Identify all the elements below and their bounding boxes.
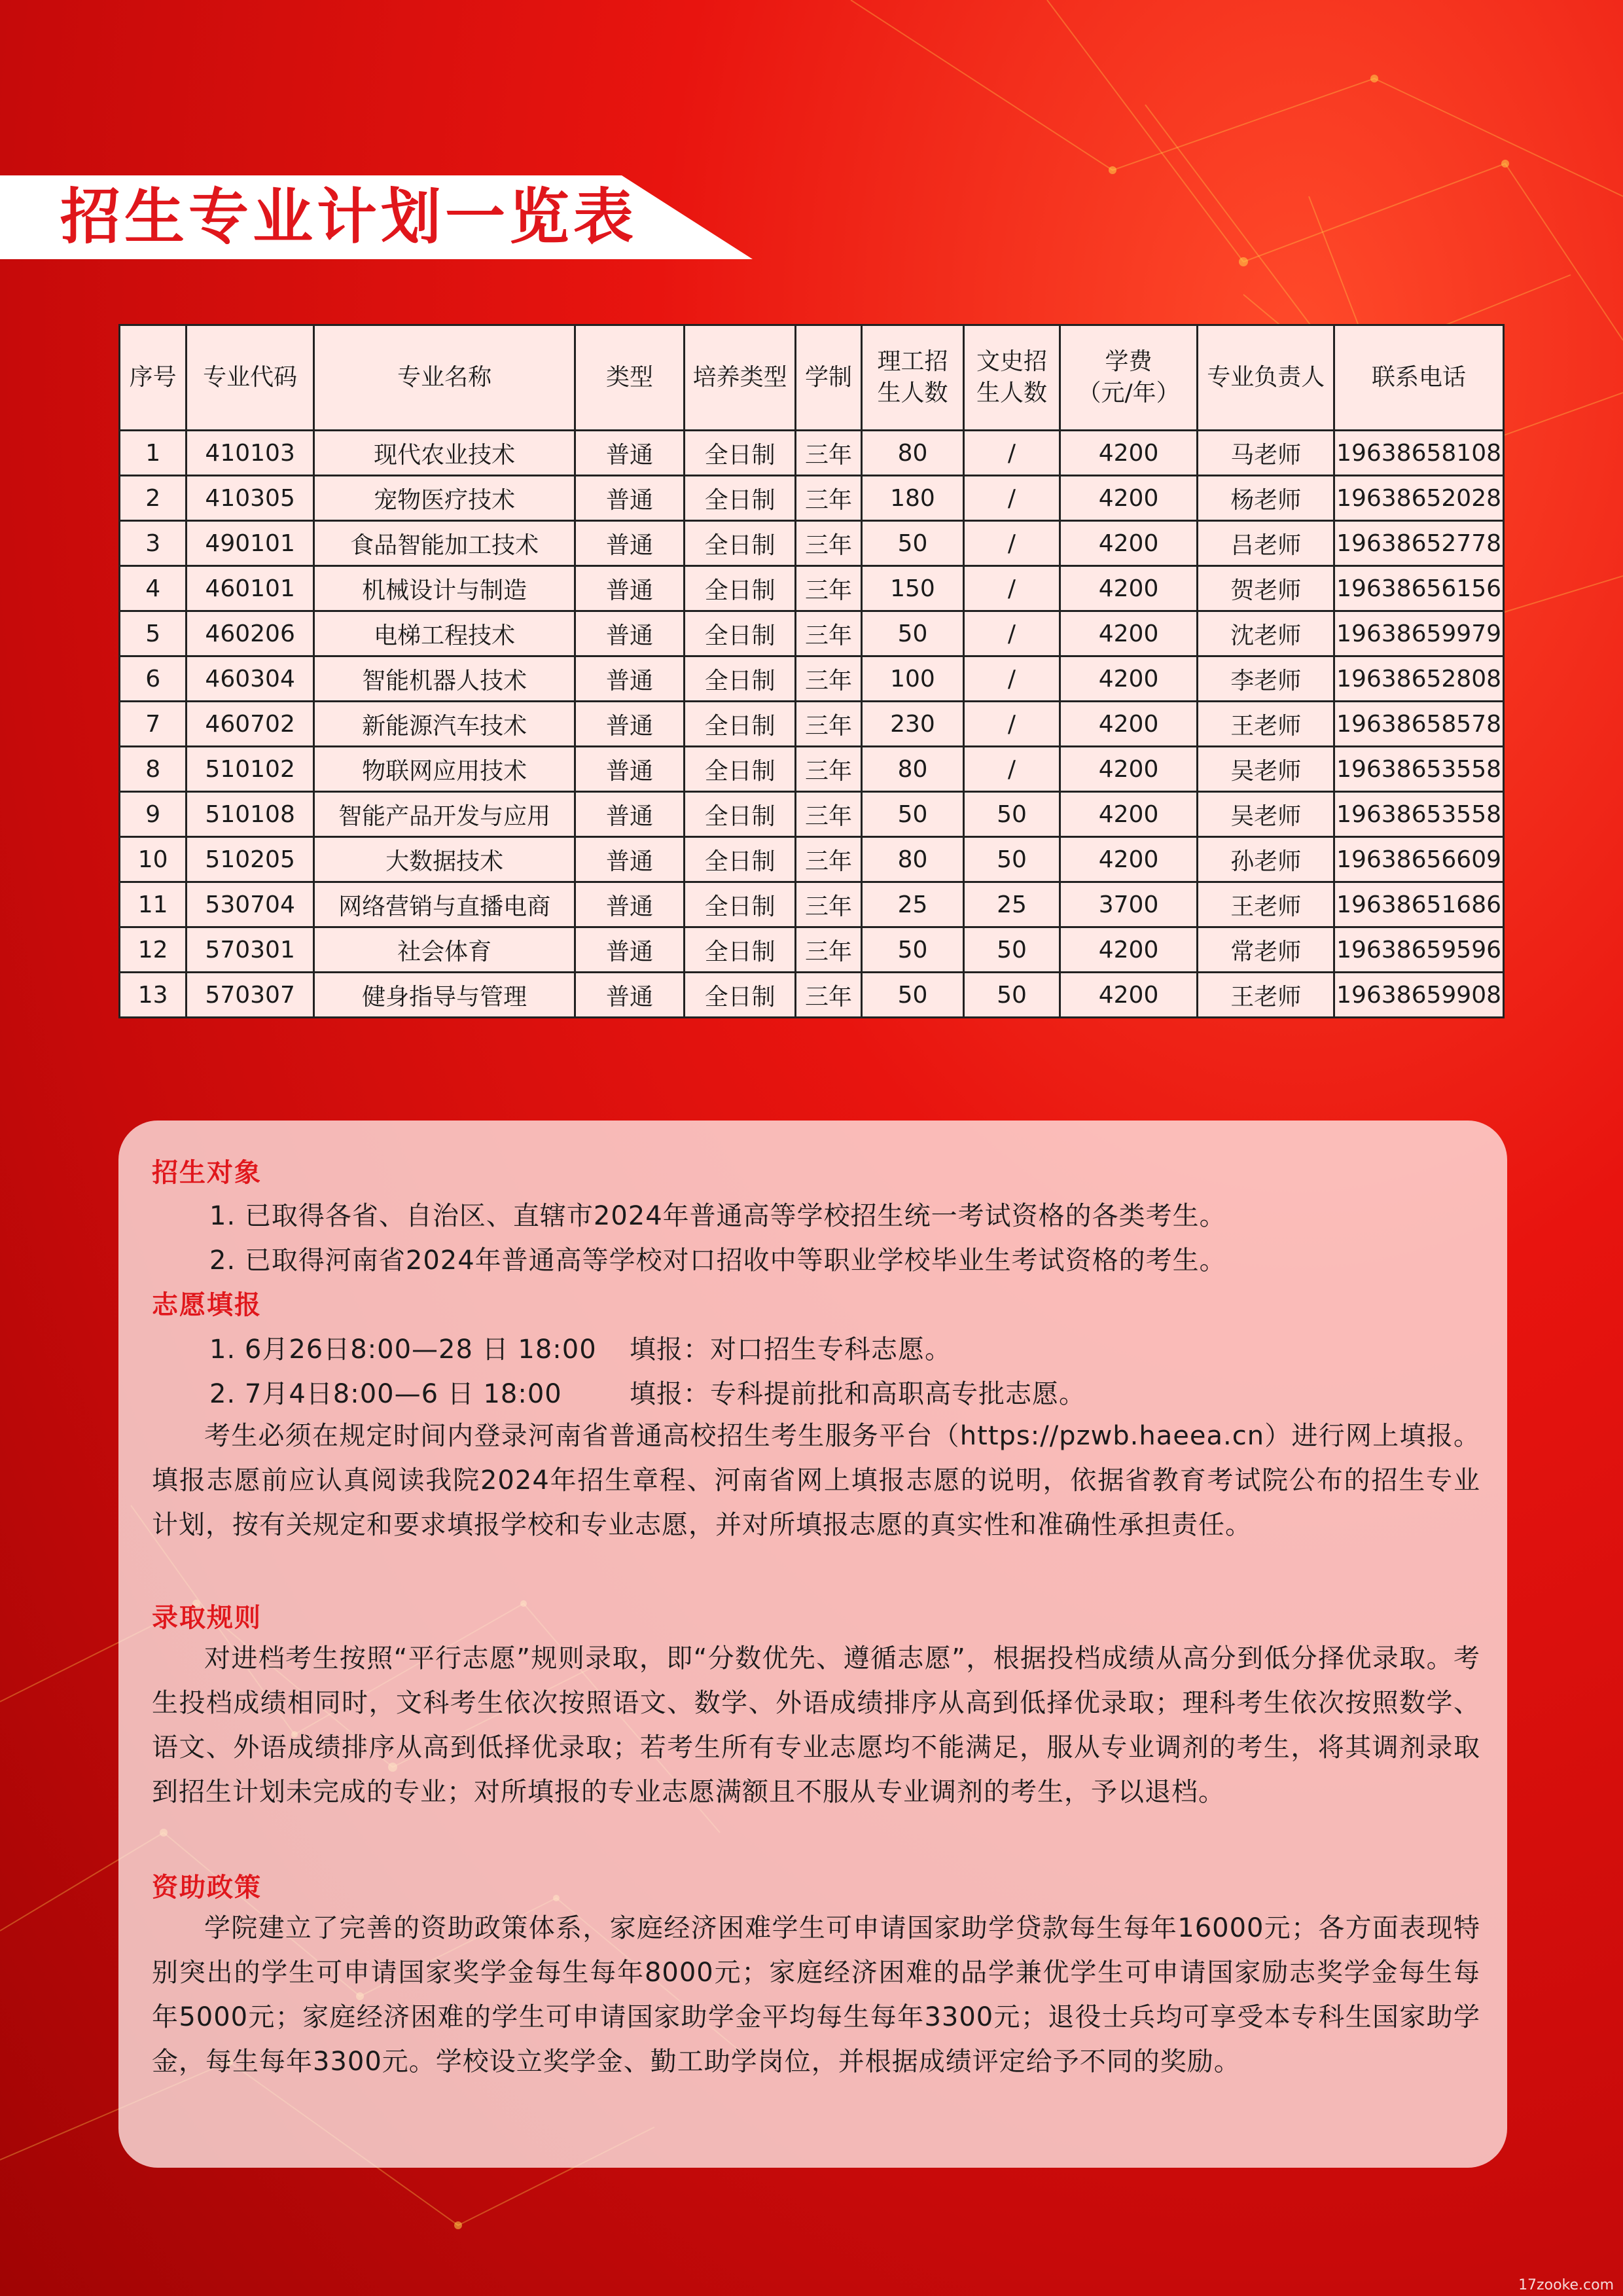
header-cell-phone: 联系电话 — [1334, 325, 1504, 431]
cell-code: 570301 — [187, 927, 314, 973]
cell-science-quota: 50 — [861, 927, 964, 973]
cell-index: 9 — [120, 792, 187, 837]
cell-training: 全日制 — [684, 882, 796, 927]
header-cell-type: 类型 — [575, 325, 685, 431]
header-cell-index: 序号 — [120, 325, 187, 431]
cell-code: 570307 — [187, 973, 314, 1018]
cell-arts-quota: 25 — [964, 882, 1060, 927]
cell-training: 全日制 — [684, 837, 796, 882]
cell-code: 460304 — [187, 656, 314, 702]
cell-science-quota: 50 — [861, 973, 964, 1018]
cell-tuition: 4200 — [1060, 566, 1198, 611]
cell-code: 460101 — [187, 566, 314, 611]
cell-phone: 19638659596 — [1334, 927, 1504, 973]
cell-contact-person: 李老师 — [1198, 656, 1334, 702]
cell-science-quota: 80 — [861, 747, 964, 792]
cell-tuition: 4200 — [1060, 476, 1198, 521]
cell-duration: 三年 — [796, 476, 861, 521]
cell-training: 全日制 — [684, 431, 796, 476]
cell-index: 3 — [120, 521, 187, 566]
cell-tuition: 4200 — [1060, 521, 1198, 566]
cell-arts-quota: / — [964, 747, 1060, 792]
table-row — [120, 882, 1504, 927]
cell-contact-person: 常老师 — [1198, 927, 1334, 973]
cell-tuition: 4200 — [1060, 927, 1198, 973]
cell-tuition: 4200 — [1060, 702, 1198, 747]
cell-phone: 19638656156 — [1334, 566, 1504, 611]
cell-major: 智能产品开发与应用 — [313, 792, 575, 837]
cell-duration: 三年 — [796, 837, 861, 882]
cell-index: 1 — [120, 431, 187, 476]
cell-type: 普通 — [575, 611, 685, 656]
cell-type: 普通 — [575, 792, 685, 837]
cell-science-quota: 150 — [861, 566, 964, 611]
target-item-2: 2. 已取得河南省2024年普通高等学校对口招收中等职业学校毕业生考试资格的考生。 — [209, 1246, 1226, 1276]
cell-tuition: 4200 — [1060, 747, 1198, 792]
table-row — [120, 611, 1504, 656]
cell-phone: 19638653558 — [1334, 792, 1504, 837]
cell-science-quota: 230 — [861, 702, 964, 747]
cell-training: 全日制 — [684, 747, 796, 792]
cell-training: 全日制 — [684, 702, 796, 747]
cell-type: 普通 — [575, 476, 685, 521]
cell-contact-person: 贺老师 — [1198, 566, 1334, 611]
cell-major: 社会体育 — [313, 927, 575, 973]
cell-training: 全日制 — [684, 656, 796, 702]
cell-type: 普通 — [575, 927, 685, 973]
cell-phone: 19638651686 — [1334, 882, 1504, 927]
cell-science-quota: 50 — [861, 521, 964, 566]
cell-major: 食品智能加工技术 — [313, 521, 575, 566]
cell-phone: 19638658108 — [1334, 431, 1504, 476]
cell-code: 490101 — [187, 521, 314, 566]
cell-contact-person: 王老师 — [1198, 882, 1334, 927]
application-item-2-time: 2. 7月4日8:00—6 日 18:00 — [209, 1379, 562, 1409]
table-row — [120, 837, 1504, 882]
cell-phone: 19638658578 — [1334, 702, 1504, 747]
header-cell-science-quota: 理工招 生人数 — [861, 325, 964, 431]
table-row — [120, 792, 1504, 837]
section-title-application: 志愿填报 — [152, 1290, 262, 1320]
cell-index: 2 — [120, 476, 187, 521]
cell-major: 电梯工程技术 — [313, 611, 575, 656]
cell-training: 全日制 — [684, 521, 796, 566]
table-row — [120, 566, 1504, 611]
header-cell-contact-person: 专业负责人 — [1198, 325, 1334, 431]
table-header-row — [120, 325, 1504, 431]
cell-arts-quota: / — [964, 656, 1060, 702]
cell-arts-quota: / — [964, 431, 1060, 476]
cell-major: 健身指导与管理 — [313, 973, 575, 1018]
table-row — [120, 656, 1504, 702]
admission-paragraph: 对进档考生按照“平行志愿”规则录取，即“分数优先、遵循志愿”，根据投档成绩从高分到低分择优录取。考生投档成绩相同时，文科考生依次按照语文、数学、外语成绩排序从高到低择优录取；理科考生依次按照数学、语文、外语成绩排序从高到低择优录取；若考生所有专业志愿均不能满足，服从专业调剂的考生，将其调剂录取到招生计划未完成的专业；对所填报的专业志愿满额且不服从专业调剂的考生，予以退档。 — [152, 1643, 1480, 1807]
cell-duration: 三年 — [796, 973, 861, 1018]
cell-major: 智能机器人技术 — [313, 656, 575, 702]
cell-contact-person: 吴老师 — [1198, 747, 1334, 792]
cell-type: 普通 — [575, 702, 685, 747]
cell-type: 普通 — [575, 882, 685, 927]
cell-duration: 三年 — [796, 927, 861, 973]
cell-arts-quota: 50 — [964, 837, 1060, 882]
cell-tuition: 4200 — [1060, 431, 1198, 476]
application-item-1-text: 填报：对口招生专科志愿。 — [630, 1335, 952, 1365]
cell-phone: 19638652028 — [1334, 476, 1504, 521]
cell-phone: 19638652808 — [1334, 656, 1504, 702]
cell-duration: 三年 — [796, 611, 861, 656]
cell-arts-quota: / — [964, 521, 1060, 566]
cell-tuition: 4200 — [1060, 656, 1198, 702]
cell-index: 5 — [120, 611, 187, 656]
section-title-target: 招生对象 — [152, 1158, 262, 1188]
cell-duration: 三年 — [796, 792, 861, 837]
cell-code: 530704 — [187, 882, 314, 927]
funding-paragraph: 学院建立了完善的资助政策体系，家庭经济困难学生可申请国家助学贷款每生每年16000元；各方面表现特别突出的学生可申请国家奖学金每生每年8000元；家庭经济困难的品学兼优学生可申请国家励志奖学金每生每年5000元；家庭经济困难的学生可申请国家助学金平均每生每年3300元；退役士兵均可享受本专科生国家助学金，每生每年3300元。学校设立奖学金、勤工助学岗位，并根据成绩评定给予不同的奖励。 — [152, 1913, 1480, 2077]
watermark: 17zooke.com — [1518, 2277, 1614, 2293]
application-paragraph: 考生必须在规定时间内登录河南省普通高校招生考生服务平台（https://pzwb.haeea.cn）进行网上填报。填报志愿前应认真阅读我院2024年招生章程、河南省网上填报志愿的说明，依据省教育考试院公布的招生专业计划，按有关规定和要求填报学校和专业志愿，并对所填报志愿的真实性和准确性承担责任。 — [152, 1421, 1480, 1540]
cell-phone: 19638656609 — [1334, 837, 1504, 882]
target-item-1: 1. 已取得各省、自治区、直辖市2024年普通高等学校招生统一考试资格的各类考生。 — [209, 1201, 1226, 1231]
cell-major: 新能源汽车技术 — [313, 702, 575, 747]
cell-arts-quota: 50 — [964, 973, 1060, 1018]
cell-tuition: 4200 — [1060, 837, 1198, 882]
cell-training: 全日制 — [684, 973, 796, 1018]
cell-index: 8 — [120, 747, 187, 792]
cell-code: 460206 — [187, 611, 314, 656]
cell-science-quota: 50 — [861, 792, 964, 837]
header-cell-arts-quota: 文史招 生人数 — [964, 325, 1060, 431]
table-row — [120, 973, 1504, 1018]
application-item-2-text: 填报：专科提前批和高职高专批志愿。 — [630, 1379, 1086, 1409]
cell-science-quota: 100 — [861, 656, 964, 702]
cell-index: 12 — [120, 927, 187, 973]
cell-type: 普通 — [575, 566, 685, 611]
cell-major: 现代农业技术 — [313, 431, 575, 476]
header-cell-code: 专业代码 — [187, 325, 314, 431]
cell-training: 全日制 — [684, 927, 796, 973]
cell-code: 460702 — [187, 702, 314, 747]
header-cell-training: 培养类型 — [684, 325, 796, 431]
cell-arts-quota: 50 — [964, 792, 1060, 837]
header-cell-tuition: 学费 （元/年） — [1060, 325, 1198, 431]
cell-phone: 19638652778 — [1334, 521, 1504, 566]
cell-phone: 19638653558 — [1334, 747, 1504, 792]
cell-contact-person: 吴老师 — [1198, 792, 1334, 837]
cell-duration: 三年 — [796, 702, 861, 747]
cell-arts-quota: / — [964, 611, 1060, 656]
cell-arts-quota: 50 — [964, 927, 1060, 973]
cell-type: 普通 — [575, 747, 685, 792]
cell-science-quota: 25 — [861, 882, 964, 927]
section-title-funding: 资助政策 — [152, 1873, 262, 1903]
cell-training: 全日制 — [684, 611, 796, 656]
cell-code: 510205 — [187, 837, 314, 882]
cell-duration: 三年 — [796, 566, 861, 611]
cell-index: 10 — [120, 837, 187, 882]
cell-contact-person: 王老师 — [1198, 702, 1334, 747]
table-row — [120, 927, 1504, 973]
cell-arts-quota: / — [964, 566, 1060, 611]
enrollment-plan-table — [118, 324, 1505, 1018]
table-body — [120, 431, 1504, 1018]
cell-type: 普通 — [575, 656, 685, 702]
cell-index: 11 — [120, 882, 187, 927]
cell-tuition: 4200 — [1060, 792, 1198, 837]
cell-duration: 三年 — [796, 882, 861, 927]
cell-contact-person: 孙老师 — [1198, 837, 1334, 882]
cell-arts-quota: / — [964, 702, 1060, 747]
cell-index: 7 — [120, 702, 187, 747]
cell-type: 普通 — [575, 431, 685, 476]
cell-code: 410305 — [187, 476, 314, 521]
cell-type: 普通 — [575, 973, 685, 1018]
cell-major: 物联网应用技术 — [313, 747, 575, 792]
cell-duration: 三年 — [796, 521, 861, 566]
cell-science-quota: 180 — [861, 476, 964, 521]
cell-duration: 三年 — [796, 747, 861, 792]
cell-phone: 19638659908 — [1334, 973, 1504, 1018]
cell-contact-person: 杨老师 — [1198, 476, 1334, 521]
cell-major: 宠物医疗技术 — [313, 476, 575, 521]
cell-duration: 三年 — [796, 431, 861, 476]
cell-index: 6 — [120, 656, 187, 702]
cell-phone: 19638659979 — [1334, 611, 1504, 656]
cell-code: 510108 — [187, 792, 314, 837]
header-cell-major: 专业名称 — [313, 325, 575, 431]
header-cell-duration: 学制 — [796, 325, 861, 431]
cell-contact-person: 王老师 — [1198, 973, 1334, 1018]
cell-major: 机械设计与制造 — [313, 566, 575, 611]
table-row — [120, 476, 1504, 521]
cell-major: 大数据技术 — [313, 837, 575, 882]
cell-training: 全日制 — [684, 566, 796, 611]
cell-duration: 三年 — [796, 656, 861, 702]
cell-contact-person: 沈老师 — [1198, 611, 1334, 656]
cell-major: 网络营销与直播电商 — [313, 882, 575, 927]
cell-type: 普通 — [575, 521, 685, 566]
cell-science-quota: 50 — [861, 611, 964, 656]
table-row — [120, 431, 1504, 476]
cell-arts-quota: / — [964, 476, 1060, 521]
cell-training: 全日制 — [684, 792, 796, 837]
cell-tuition: 3700 — [1060, 882, 1198, 927]
page-title: 招生专业计划一览表 — [60, 182, 638, 252]
cell-science-quota: 80 — [861, 431, 964, 476]
cell-science-quota: 80 — [861, 837, 964, 882]
section-title-admission: 录取规则 — [152, 1603, 262, 1633]
cell-type: 普通 — [575, 837, 685, 882]
cell-training: 全日制 — [684, 476, 796, 521]
cell-contact-person: 马老师 — [1198, 431, 1334, 476]
table-row — [120, 747, 1504, 792]
cell-index: 13 — [120, 973, 187, 1018]
cell-index: 4 — [120, 566, 187, 611]
cell-tuition: 4200 — [1060, 973, 1198, 1018]
cell-tuition: 4200 — [1060, 611, 1198, 656]
cell-code: 410103 — [187, 431, 314, 476]
cell-code: 510102 — [187, 747, 314, 792]
application-item-1-time: 1. 6月26日8:00—28 日 18:00 — [209, 1335, 597, 1365]
table-row — [120, 521, 1504, 566]
cell-contact-person: 吕老师 — [1198, 521, 1334, 566]
table-row — [120, 702, 1504, 747]
